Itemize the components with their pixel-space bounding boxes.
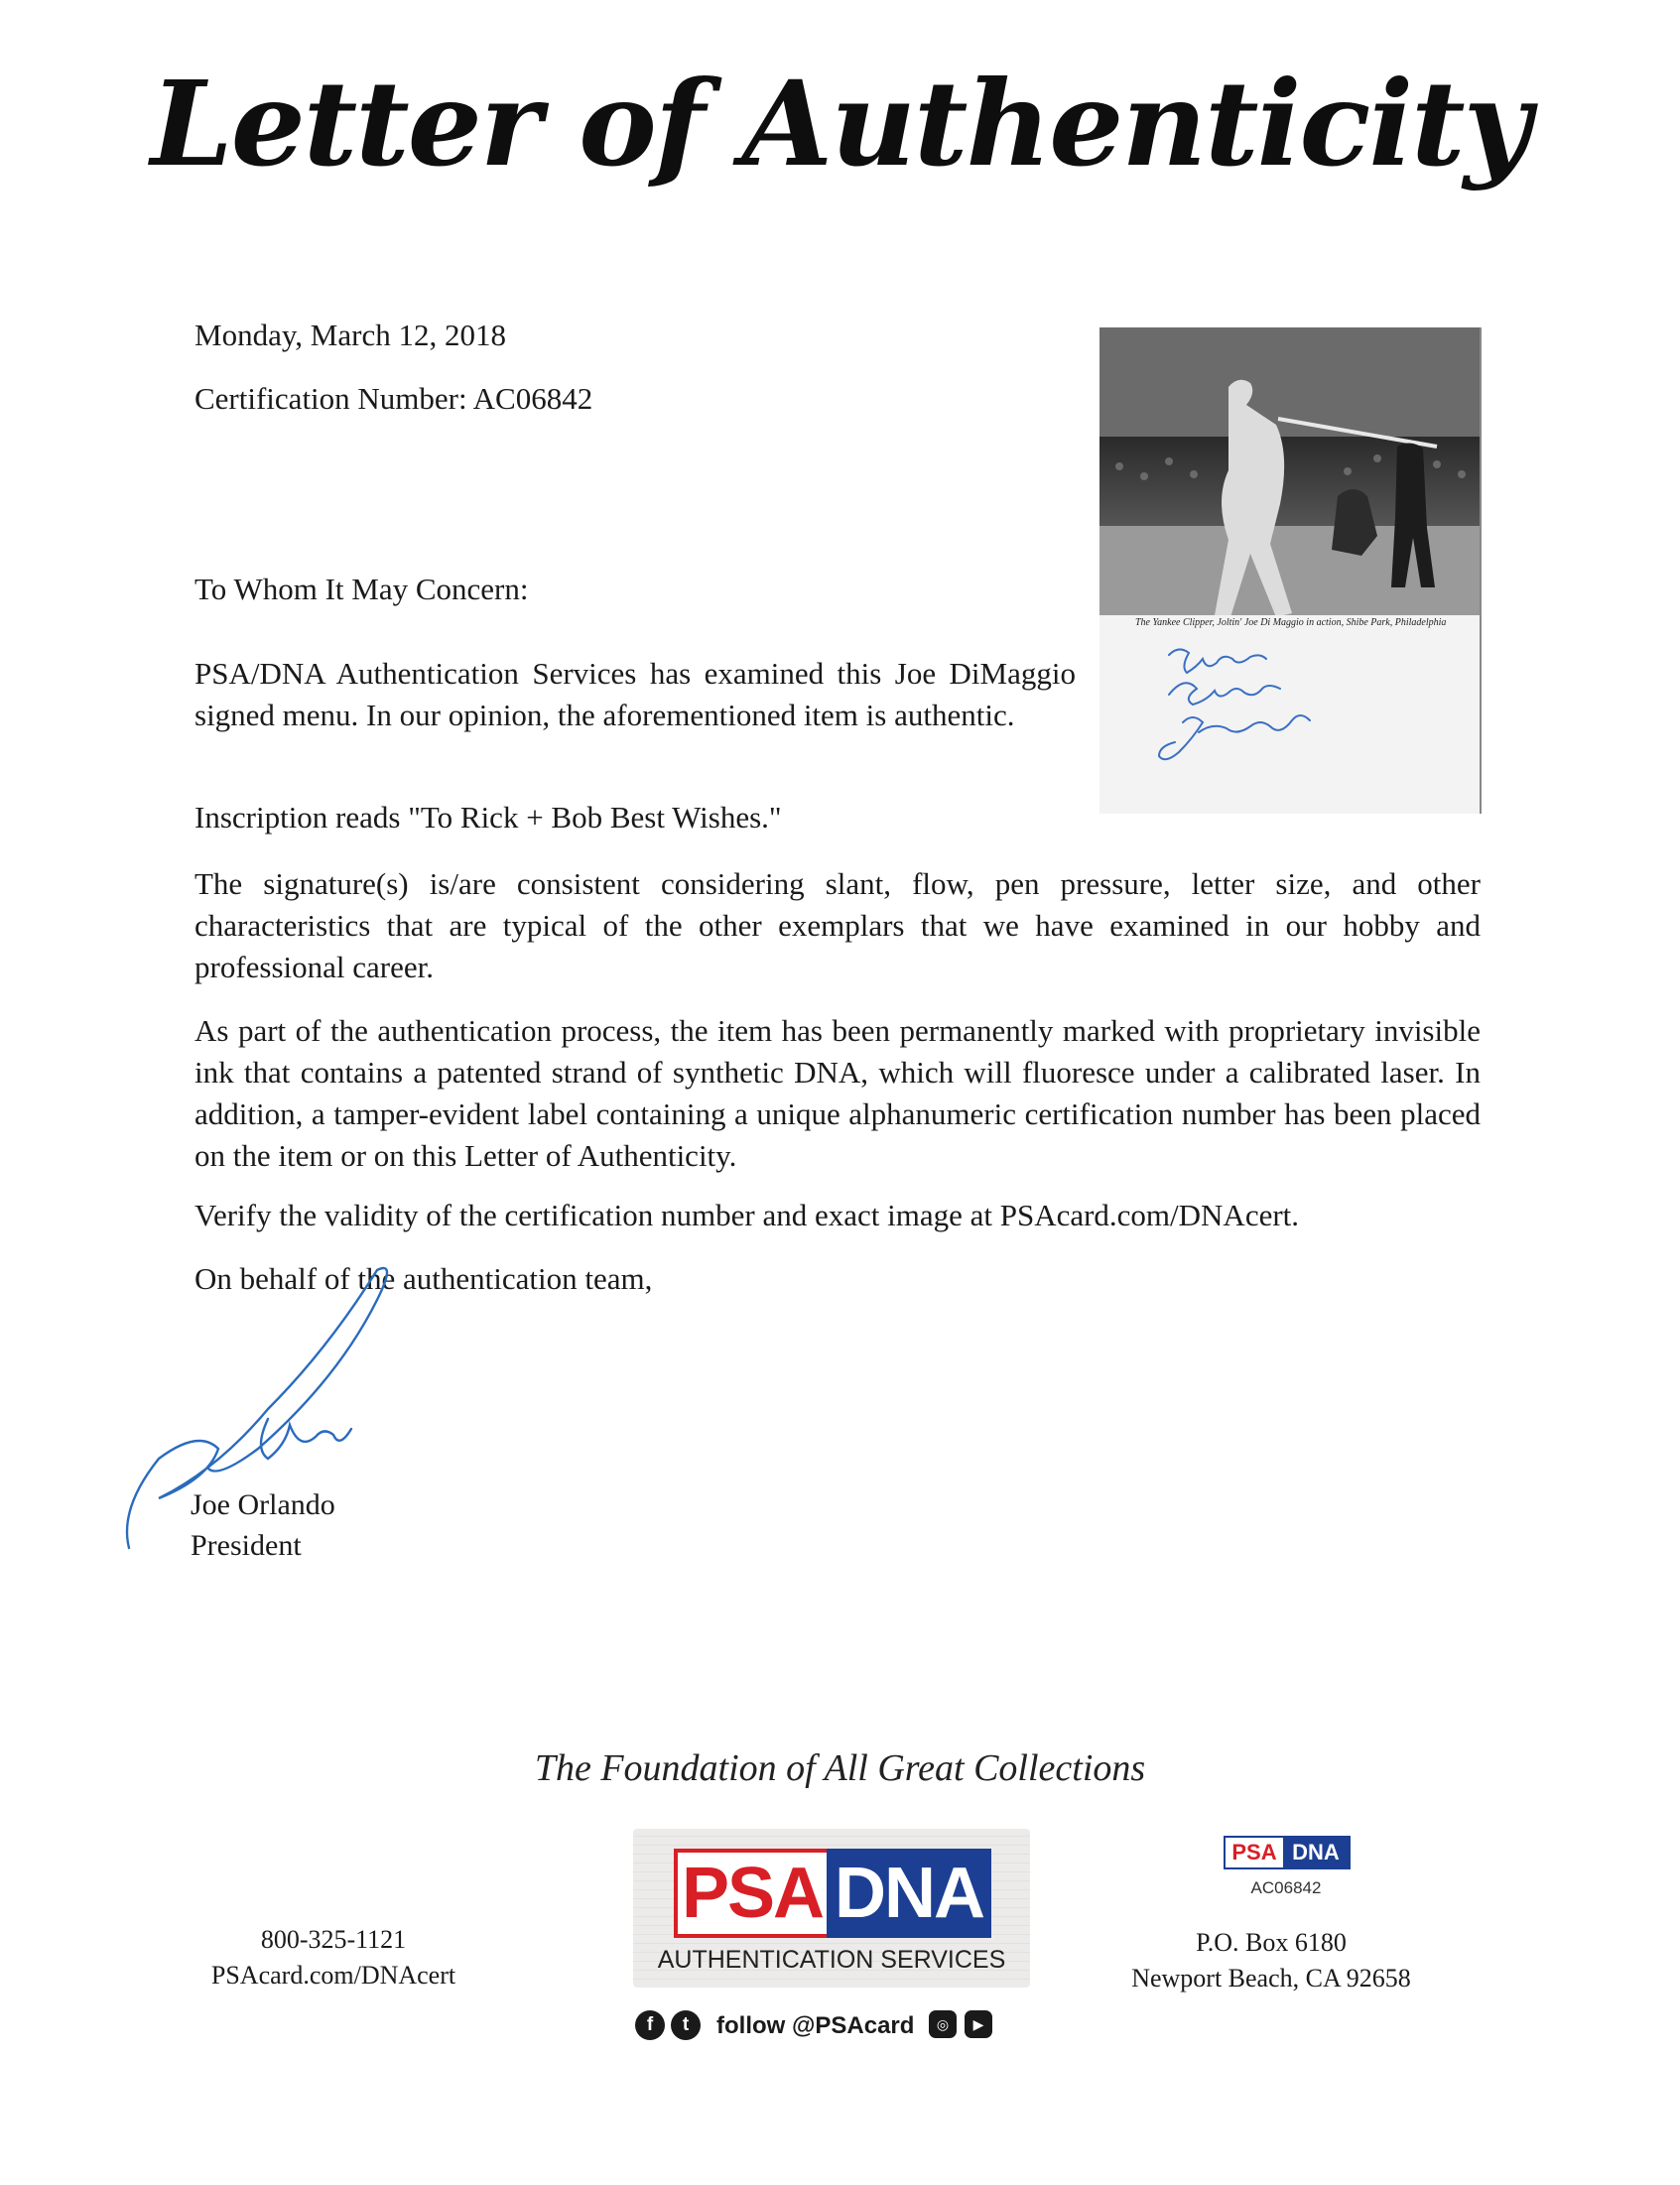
paragraph-signature-analysis: The signature(s) is/are consistent considering slant, flow, pen pressure, letter size, and other characteristics that are typical of the other exemplars that we have examined in our hobby and professional career. [194, 866, 1481, 984]
paragraph-closing: On behalf of the authentication team, [194, 1261, 653, 1296]
photo-caption: The Yankee Clipper, Joltin' Joe Di Maggio in action, Shibe Park, Philadelphia [1135, 617, 1447, 628]
website-link[interactable]: PSAcard.com/DNAcert [210, 1961, 456, 1990]
tagline: The Foundation of All Great Collections [534, 1747, 1146, 1789]
signer-title: President [191, 1529, 302, 1562]
salutation: To Whom It May Concern: [194, 572, 529, 606]
dna-logo-text: DNA [827, 1849, 991, 1938]
paragraph-examination: PSA/DNA Authentication Services has examined this Joe DiMaggio signed menu. In our opinion, the aforementioned item is authentic. [194, 656, 1076, 732]
mailing-address [1117, 1925, 1425, 1996]
instagram-icon[interactable]: ◎ [929, 2010, 957, 2038]
tamper-label-cert: AC06842 [1250, 1878, 1322, 1897]
baseball-photo [1099, 327, 1480, 615]
twitter-icon[interactable]: t [671, 2010, 701, 2040]
social-follow-bar [635, 2008, 1032, 2048]
psa-dna-logo [633, 1829, 1030, 1988]
item-photo [1099, 327, 1482, 814]
authentication-services-label: AUTHENTICATION SERVICES [657, 1946, 1006, 1974]
facebook-icon[interactable]: f [635, 2010, 665, 2040]
city-state-zip: Newport Beach, CA 92658 [1131, 1964, 1411, 1992]
youtube-icon[interactable]: ▶ [965, 2010, 992, 2038]
mini-dna-text: DNA [1283, 1838, 1349, 1867]
contact-left [194, 1922, 472, 1993]
tamper-label-logo [1224, 1836, 1351, 1869]
signer-name: Joe Orlando [191, 1488, 335, 1521]
dimaggio-inscription [1139, 625, 1437, 774]
letter-date: Monday, March 12, 2018 [194, 318, 506, 352]
paragraph-dna-process: As part of the authentication process, the item has been permanently marked with proprietary invisible ink that contains a patented strand of synthetic DNA, which will fluoresce under a calibrated laser. In addition, a tamper-evident label containing a unique alphanumeric certification number has been placed on the item or on this Letter of Authenticity. [194, 1013, 1481, 1173]
certification-number: Certification Number: AC06842 [194, 381, 593, 416]
psa-logo-text: PSA [674, 1849, 831, 1938]
paragraph-inscription: Inscription reads "To Rick + Bob Best Wishes." [194, 800, 782, 835]
letter-title: Letter of Authenticity [150, 55, 1530, 193]
follow-handle[interactable]: follow @PSAcard [716, 2012, 915, 2039]
paragraph-verify: Verify the validity of the certification number and exact image at PSAcard.com/DNAcert. [194, 1198, 1300, 1232]
po-box: P.O. Box 6180 [1196, 1928, 1347, 1957]
mini-psa-text: PSA [1226, 1838, 1283, 1867]
phone-number: 800-325-1121 [260, 1925, 407, 1954]
